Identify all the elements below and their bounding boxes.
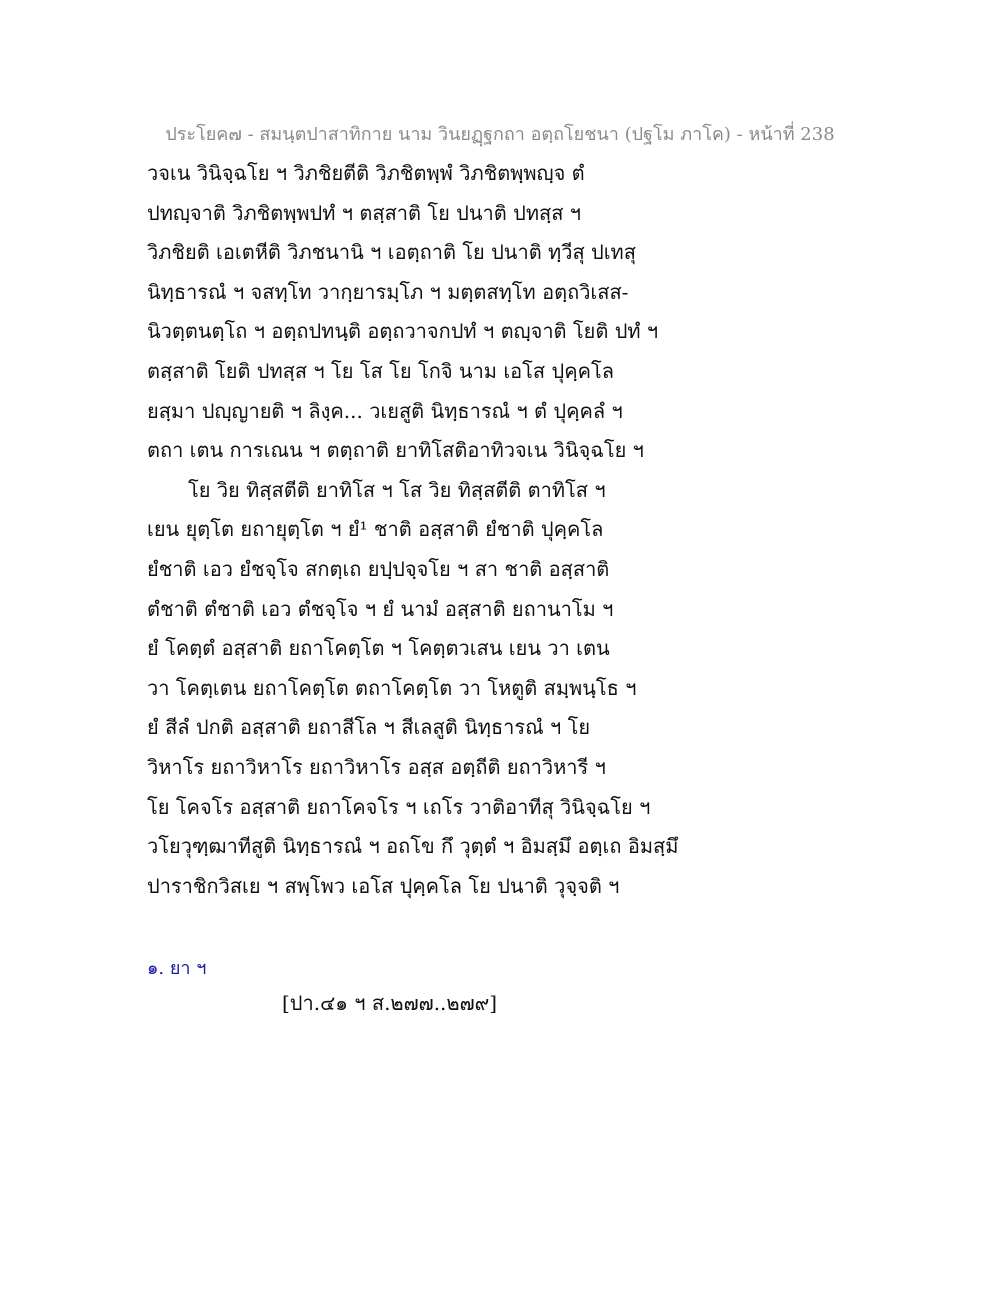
text-line: นิวตฺตนตฺโถ ฯ อตฺถปทนฺติ อตฺถวาจกปทํ ฯ ตญฺจาติ โยติ ปทํ ฯ — [147, 319, 659, 344]
text-line: วา โคตฺเตน ยถาโคตฺโต ตถาโคตฺโต วา โหตูติ สมฺพนฺโธ ฯ — [147, 675, 637, 700]
text-line: ตํชาติ ตํชาติ เอว ตํชจฺโจ ฯ ยํ นามํ อสฺสาติ ยถานาโม ฯ — [147, 596, 614, 621]
text-line: โย โคจโร อสฺสาติ ยถาโคจโร ฯ เถโร วาติอาทีสุ วินิจฺฉโย ฯ — [147, 794, 651, 819]
text-line: ปาราชิกวิสเย ฯ สพฺโพว เอโส ปุคฺคโล โย ปนาติ วุจฺจติ ฯ — [147, 873, 620, 898]
text-line: นิทฺธารณํ ฯ จสทฺโท วากฺยารมฺโภ ฯ มตฺตสทฺโท อตฺถวิเสส- — [147, 279, 629, 304]
paragraph-start-line: โย วิย ทิสฺสตีติ ยาทิโส ฯ โส วิย ทิสฺสตีติ ตาทิโส ฯ — [188, 477, 606, 502]
page-reference: [ปา.๔๑ ฯ ส.๒๗๗..๒๗๙] — [282, 991, 498, 1015]
text-line: ตถา เตน การเณน ฯ ตตฺถาติ ยาทิโสติอาทิวจเน วินิจฺฉโย ฯ — [147, 438, 644, 463]
text-line: ตสฺสาติ โยติ ปทสฺส ฯ โย โส โย โกจิ นาม เอโส ปุคฺคโล — [147, 358, 614, 383]
footnote: ๑. ยา ฯ — [147, 958, 207, 979]
text-line: วิหาโร ยถาวิหาโร ยถาวิหาโร อสฺส อตฺถีติ ยถาวิหารี ฯ — [147, 754, 606, 779]
text-line: ยํชาติ เอว ยํชจฺโจ สกตฺเถ ยปฺปจฺจโย ฯ สา ชาติ อสฺสาติ — [147, 556, 610, 581]
text-line: วจเน วินิจฺฉโย ฯ วิภชิยตีติ วิภชิตพฺพํ วิภชิตพฺพญฺจ ตํ — [147, 161, 585, 185]
text-line: ยสฺมา ปญฺญายติ ฯ ลิงฺค... วเยสูติ นิทฺธารณํ ฯ ตํ ปุคฺคลํ ฯ — [147, 398, 623, 423]
text-line: วโยวุฑฺฒาทีสูติ นิทฺธารณํ ฯ อถโข กึ วุตฺตํ ฯ อิมสฺมึ อตฺเถ อิมสฺมึ — [147, 834, 679, 859]
text-line: ยํ สีลํ ปกติ อสฺสาติ ยถาสีโล ฯ สีเลสูติ นิทฺธารณํ ฯ โย — [147, 715, 591, 740]
text-line: ยํ โคตฺตํ อสฺสาติ ยถาโคตฺโต ฯ โคตฺตวเสน เยน วา เตน — [147, 636, 610, 661]
body-text — [147, 158, 867, 910]
text-line: วิภชิยติ เอเตหีติ วิภชนานิ ฯ เอตฺถาติ โย ปนาติ ทฺวีสุ ปเทสุ — [147, 240, 636, 265]
text-line: ปทญฺจาติ วิภชิตพฺพปทํ ฯ ตสฺสาติ โย ปนาติ ปทสฺส ฯ — [147, 200, 582, 225]
text-line: เยน ยุตฺโต ยถายุตฺโต ฯ ยํ¹ ชาติ อสฺสาติ ยํชาติ ปุคฺคโล — [147, 517, 604, 542]
page-header: ประโยค๗ - สมนฺตปาสาทิกาย นาม วินยฏฺฐกถา อตฺถโยชนา (ปฐโม ภาโค) - หน้าที่ 238 — [165, 124, 835, 145]
